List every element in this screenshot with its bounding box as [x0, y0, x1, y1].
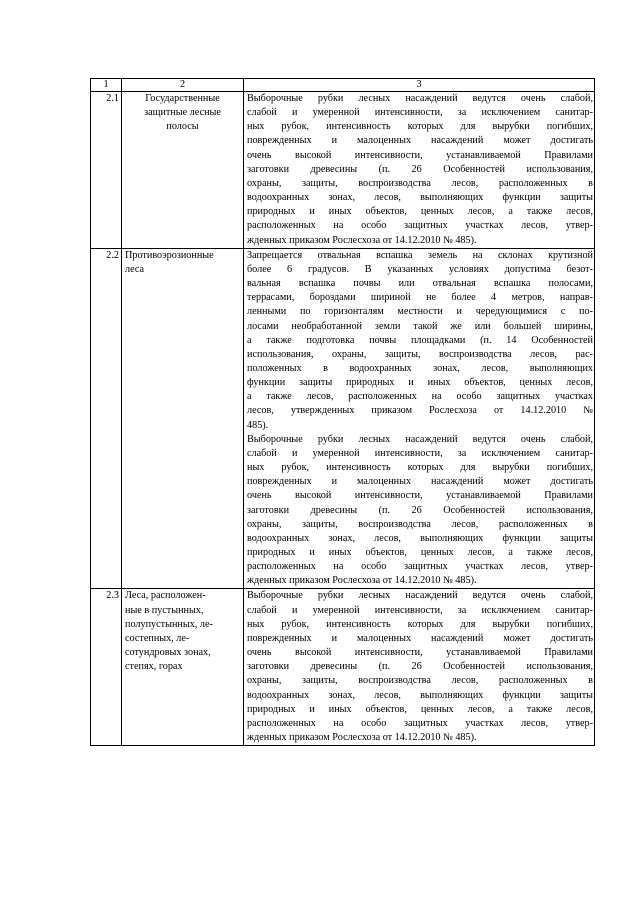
- row-name-line: состепных, ле-: [125, 632, 190, 644]
- forest-regulations-table: [90, 78, 595, 746]
- text-line: очень высокой интенсивности, устанавливаемой Правилами: [247, 647, 593, 659]
- text-line: положенных в водоохранных зонах, лесов, выполняющих: [247, 362, 593, 374]
- text-line: жденных приказом Рослесхоза от 14.12.2010 № 485).: [247, 234, 477, 246]
- row-name-line: степях, горах: [125, 661, 183, 673]
- text-line: поврежденных и малоценных насаждений может достигать: [247, 632, 593, 644]
- table-row: [91, 248, 595, 589]
- text-line: лосами необработанной земли такой же или большей ширины,: [247, 320, 593, 332]
- text-line: Выборочные рубки лесных насаждений ведутся очень слабой,: [247, 590, 593, 602]
- text-line: очень высокой интенсивности, устанавливаемой Правилами: [247, 490, 593, 502]
- text-line: расположенных на особо защитных участках лесов, утвер-: [247, 220, 593, 232]
- text-line: поврежденных и малоценных насаждений может достигать: [247, 476, 593, 488]
- text-line: слабой и умеренной интенсивности, за исключением санитар-: [247, 604, 593, 616]
- table-header-row: [91, 79, 595, 92]
- text-line: 485).: [247, 419, 269, 431]
- row-text: [244, 589, 595, 746]
- text-line: охраны, защиты, воспроизводства лесов, расположенных в: [247, 518, 593, 530]
- text-line: водоохранных зонах, лесов, выполняющих функции защиты: [247, 192, 593, 204]
- table-row: [91, 589, 595, 746]
- text-line: функции защиты природных и иных объектов, ценных лесов,: [247, 377, 593, 389]
- row-name-line: леса: [125, 263, 145, 275]
- text-line: заготовки древесины (п. 26 Особенностей использования,: [247, 504, 593, 516]
- text-line: более 6 градусов. В указанных условиях допустима безот-: [247, 263, 593, 275]
- text-line: водоохранных зонах, лесов, выполняющих функции защиты: [247, 689, 593, 701]
- text-line: заготовки древесины (п. 26 Особенностей использования,: [247, 163, 593, 175]
- row-number: 2.2: [91, 248, 122, 589]
- row-name: [122, 92, 244, 249]
- text-line: заготовки древесины (п. 26 Особенностей использования,: [247, 661, 593, 673]
- text-line: Запрещается отвальная вспашка земель на склонах крутизной: [247, 249, 593, 261]
- text-line: а также подготовка почвы площадками (п. 14 Особенностей: [247, 334, 593, 346]
- row-name-line: защитные лесные: [144, 107, 221, 119]
- text-line: террасами, бороздами шириной не более 4 метров, направ-: [247, 292, 593, 304]
- text-line: природных и иных объектов, ценных лесов, а также лесов,: [247, 703, 593, 715]
- text-line: расположенных на особо защитных участках лесов, утвер-: [247, 717, 593, 729]
- text-line: поврежденных и малоценных насаждений может достигать: [247, 135, 593, 147]
- row-name-line: сотундровых зонах,: [125, 647, 211, 659]
- text-line: охраны, защиты, воспроизводства лесов, расположенных в: [247, 675, 593, 687]
- text-line: природных и иных объектов, ценных лесов, а также лесов,: [247, 206, 593, 218]
- text-line: охраны, защиты, воспроизводства лесов, расположенных в: [247, 177, 593, 189]
- row-name: [122, 589, 244, 746]
- table-row: [91, 92, 595, 249]
- row-name-line: полупустынных, ле-: [125, 618, 213, 630]
- text-line: а также лесов, расположенных на особо защитных участках: [247, 391, 593, 403]
- row-name-line: Противоэрозионные: [125, 249, 214, 261]
- text-line: расположенных на особо защитных участках лесов, утвер-: [247, 561, 593, 573]
- text-line: Выборочные рубки лесных насаждений ведутся очень слабой,: [247, 93, 593, 104]
- text-line: очень высокой интенсивности, устанавливаемой Правилами: [247, 149, 593, 161]
- row-name-line: Государственные: [145, 93, 220, 104]
- text-line: ных рубок, интенсивность которых для вырубки погибших,: [247, 121, 593, 133]
- row-number: 2.3: [91, 589, 122, 746]
- header-cell-1: 1: [91, 79, 122, 92]
- text-line: ленными по горизонталям местности и чередующимися с по-: [247, 306, 593, 318]
- text-line: жденных приказом Рослесхоза от 14.12.2010 № 485).: [247, 732, 477, 744]
- header-cell-3: 3: [244, 79, 595, 92]
- text-line: слабой и умеренной интенсивности, за исключением санитар-: [247, 107, 593, 119]
- text-line: вальная вспашка почвы или отвальная вспашка полосами,: [247, 278, 593, 290]
- row-text: [244, 92, 595, 249]
- text-line: водоохранных зонах, лесов, выполняющих функции защиты: [247, 532, 593, 544]
- row-name-line: полосы: [166, 121, 199, 133]
- text-line: слабой и умеренной интенсивности, за исключением санитар-: [247, 447, 593, 459]
- text-line: лесов, утвержденных приказом Рослесхоза от 14.12.2010 №: [247, 405, 593, 417]
- row-name-line: Леса, расположен-: [125, 590, 206, 602]
- text-line: ных рубок, интенсивность которых для вырубки погибших,: [247, 462, 593, 474]
- row-text: [244, 248, 595, 589]
- text-line: природных и иных объектов, ценных лесов, а также лесов,: [247, 547, 593, 558]
- text-line: использования, охраны, защиты, воспроизводства лесов, рас-: [247, 348, 593, 360]
- row-number: 2.1: [91, 92, 122, 249]
- row-name: [122, 248, 244, 589]
- text-line: ных рубок, интенсивность которых для вырубки погибших,: [247, 618, 593, 630]
- text-line: Выборочные рубки лесных насаждений ведутся очень слабой,: [247, 433, 593, 445]
- header-cell-2: 2: [122, 79, 244, 92]
- text-line: жденных приказом Рослесхоза от 14.12.2010 № 485).: [247, 575, 477, 587]
- row-name-line: ные в пустынных,: [125, 604, 204, 616]
